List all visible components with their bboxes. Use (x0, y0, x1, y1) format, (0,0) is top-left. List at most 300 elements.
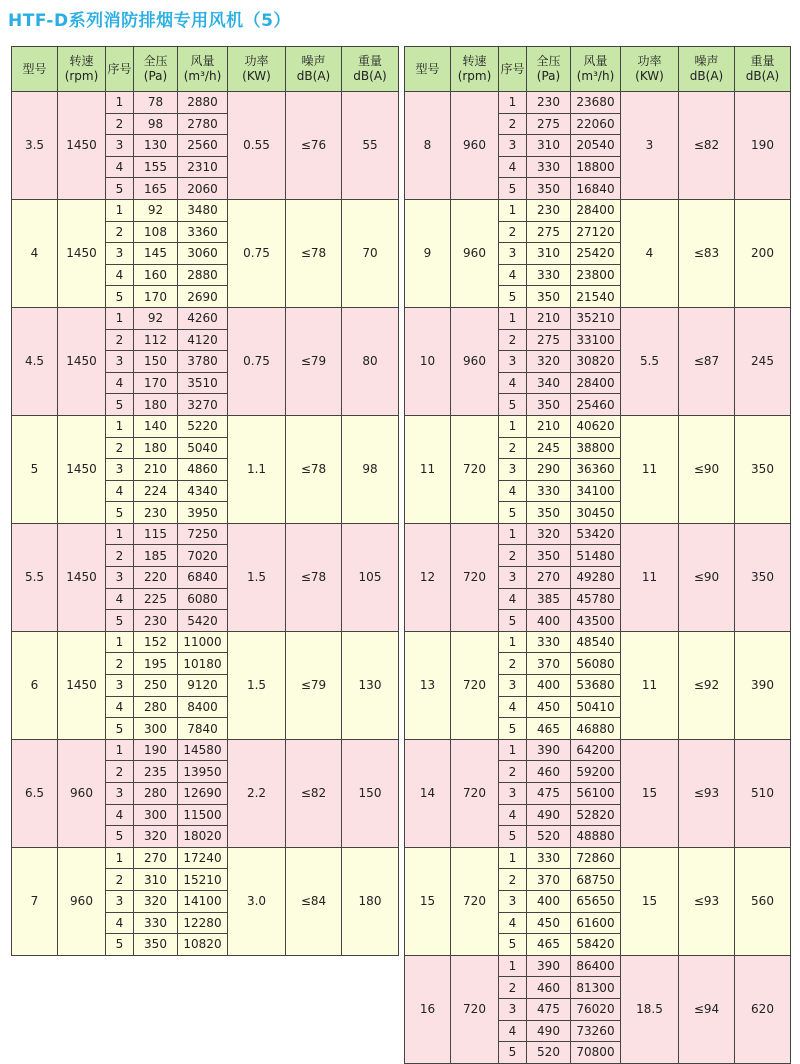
pressure-cell: 270 (134, 847, 178, 869)
seq-cell: 3 (499, 135, 527, 157)
model-cell: 16 (405, 955, 451, 1063)
power-cell: 5.5 (621, 307, 679, 415)
seq-cell: 2 (106, 545, 134, 567)
airflow-cell: 59200 (571, 761, 621, 783)
pressure-cell: 370 (527, 653, 571, 675)
column-header-line2: (m³/h) (576, 69, 615, 83)
airflow-cell: 23680 (571, 92, 621, 114)
noise-cell: ≤76 (286, 92, 342, 200)
pressure-cell: 290 (527, 459, 571, 481)
power-cell: 15 (621, 847, 679, 955)
airflow-cell: 28400 (571, 372, 621, 394)
pressure-cell: 450 (527, 696, 571, 718)
column-header-line2: (rpm) (64, 69, 99, 83)
column-header-line2: (m³/h) (183, 69, 222, 83)
table-row (405, 415, 791, 437)
seq-cell: 2 (499, 545, 527, 567)
speed-cell: 720 (451, 955, 499, 1063)
pressure-cell: 280 (134, 783, 178, 805)
pressure-cell: 235 (134, 761, 178, 783)
seq-cell: 1 (499, 92, 527, 114)
column-header-line1: 型号 (22, 61, 47, 76)
noise-cell: ≤78 (286, 523, 342, 631)
weight-cell: 130 (342, 631, 399, 739)
weight-cell: 350 (735, 415, 791, 523)
column-header-line1: 全压 (536, 54, 561, 68)
airflow-cell: 22060 (571, 113, 621, 135)
seq-cell: 1 (106, 92, 134, 114)
airflow-cell: 46880 (571, 718, 621, 740)
seq-cell: 1 (499, 847, 527, 869)
noise-cell: ≤79 (286, 631, 342, 739)
speed-cell: 960 (58, 847, 106, 955)
airflow-cell: 6080 (178, 588, 228, 610)
seq-cell: 1 (106, 415, 134, 437)
table-row (12, 847, 399, 869)
power-cell: 0.55 (228, 92, 286, 200)
seq-cell: 4 (499, 696, 527, 718)
airflow-cell: 5420 (178, 610, 228, 632)
seq-cell: 2 (106, 869, 134, 891)
airflow-cell: 7840 (178, 718, 228, 740)
column-header (106, 47, 134, 92)
pressure-cell: 310 (527, 243, 571, 265)
seq-cell: 4 (106, 588, 134, 610)
seq-cell: 2 (499, 437, 527, 459)
pressure-cell: 400 (527, 675, 571, 697)
table-row (405, 199, 791, 221)
airflow-cell: 10820 (178, 934, 228, 956)
table-row (12, 739, 399, 761)
power-cell: 4 (621, 199, 679, 307)
airflow-cell: 61600 (571, 912, 621, 934)
pressure-cell: 350 (527, 394, 571, 416)
seq-cell: 2 (499, 221, 527, 243)
model-cell: 13 (405, 631, 451, 739)
pressure-cell: 92 (134, 199, 178, 221)
power-cell: 15 (621, 739, 679, 847)
model-cell: 12 (405, 523, 451, 631)
pressure-cell: 350 (527, 545, 571, 567)
pressure-cell: 465 (527, 934, 571, 956)
column-header (735, 47, 791, 92)
pressure-cell: 92 (134, 307, 178, 329)
pressure-cell: 330 (527, 264, 571, 286)
column-header-line2: (KW) (635, 69, 664, 83)
model-cell: 6 (12, 631, 58, 739)
pressure-cell: 320 (134, 826, 178, 848)
table-row (405, 92, 791, 114)
column-header-line2: (KW) (242, 69, 271, 83)
pressure-cell: 230 (527, 92, 571, 114)
pressure-cell: 210 (527, 307, 571, 329)
seq-cell: 1 (499, 523, 527, 545)
airflow-cell: 23800 (571, 264, 621, 286)
seq-cell: 1 (499, 739, 527, 761)
weight-cell: 620 (735, 955, 791, 1063)
power-cell: 1.1 (228, 415, 286, 523)
pressure-cell: 180 (134, 394, 178, 416)
pressure-cell: 350 (134, 934, 178, 956)
pressure-cell: 270 (527, 567, 571, 589)
noise-cell: ≤78 (286, 415, 342, 523)
seq-cell: 5 (106, 178, 134, 200)
airflow-cell: 58420 (571, 934, 621, 956)
airflow-cell: 25460 (571, 394, 621, 416)
table-row (405, 847, 791, 869)
speed-cell: 720 (451, 847, 499, 955)
airflow-cell: 11500 (178, 804, 228, 826)
seq-cell: 4 (499, 156, 527, 178)
airflow-cell: 12280 (178, 912, 228, 934)
pressure-cell: 370 (527, 869, 571, 891)
seq-cell: 1 (106, 307, 134, 329)
column-header (621, 47, 679, 92)
airflow-cell: 36360 (571, 459, 621, 481)
pressure-cell: 275 (527, 113, 571, 135)
model-cell: 7 (12, 847, 58, 955)
airflow-cell: 5220 (178, 415, 228, 437)
airflow-cell: 18800 (571, 156, 621, 178)
seq-cell: 5 (106, 394, 134, 416)
airflow-cell: 5040 (178, 437, 228, 459)
seq-cell: 1 (499, 307, 527, 329)
speed-cell: 720 (451, 739, 499, 847)
pressure-cell: 195 (134, 653, 178, 675)
airflow-cell: 7250 (178, 523, 228, 545)
seq-cell: 3 (106, 567, 134, 589)
seq-cell: 4 (106, 696, 134, 718)
power-cell: 11 (621, 523, 679, 631)
pressure-cell: 400 (527, 610, 571, 632)
pressure-cell: 150 (134, 351, 178, 373)
pressure-cell: 340 (527, 372, 571, 394)
seq-cell: 5 (106, 718, 134, 740)
pressure-cell: 320 (134, 890, 178, 912)
seq-cell: 3 (106, 783, 134, 805)
weight-cell: 150 (342, 739, 399, 847)
airflow-cell: 56080 (571, 653, 621, 675)
seq-cell: 2 (106, 113, 134, 135)
seq-cell: 3 (499, 351, 527, 373)
airflow-cell: 13950 (178, 761, 228, 783)
seq-cell: 5 (499, 718, 527, 740)
weight-cell: 70 (342, 199, 399, 307)
speed-cell: 1450 (58, 631, 106, 739)
airflow-cell: 70800 (571, 1042, 621, 1064)
column-header-line2: dB(A) (689, 69, 724, 83)
airflow-cell: 21540 (571, 286, 621, 308)
weight-cell: 180 (342, 847, 399, 955)
noise-cell: ≤93 (679, 847, 735, 955)
power-cell: 0.75 (228, 199, 286, 307)
seq-cell: 5 (499, 934, 527, 956)
seq-cell: 5 (106, 934, 134, 956)
pressure-cell: 390 (527, 739, 571, 761)
pressure-cell: 330 (527, 847, 571, 869)
pressure-cell: 160 (134, 264, 178, 286)
seq-cell: 4 (499, 588, 527, 610)
airflow-cell: 48880 (571, 826, 621, 848)
seq-cell: 2 (106, 761, 134, 783)
pressure-cell: 300 (134, 718, 178, 740)
pressure-cell: 350 (527, 502, 571, 524)
seq-cell: 2 (106, 329, 134, 351)
airflow-cell: 20540 (571, 135, 621, 157)
airflow-cell: 2310 (178, 156, 228, 178)
seq-cell: 2 (499, 977, 527, 999)
airflow-cell: 34100 (571, 480, 621, 502)
noise-cell: ≤84 (286, 847, 342, 955)
model-cell: 10 (405, 307, 451, 415)
airflow-cell: 12690 (178, 783, 228, 805)
seq-cell: 5 (499, 502, 527, 524)
airflow-cell: 4860 (178, 459, 228, 481)
weight-cell: 350 (735, 523, 791, 631)
pressure-cell: 330 (134, 912, 178, 934)
airflow-cell: 27120 (571, 221, 621, 243)
table-row (405, 523, 791, 545)
noise-cell: ≤92 (679, 631, 735, 739)
model-cell: 8 (405, 92, 451, 200)
column-header (342, 47, 399, 92)
column-header (286, 47, 342, 92)
model-cell: 5.5 (12, 523, 58, 631)
airflow-cell: 53420 (571, 523, 621, 545)
seq-cell: 4 (499, 480, 527, 502)
airflow-cell: 28400 (571, 199, 621, 221)
power-cell: 1.5 (228, 631, 286, 739)
airflow-cell: 3270 (178, 394, 228, 416)
seq-cell: 5 (499, 394, 527, 416)
seq-cell: 1 (106, 523, 134, 545)
weight-cell: 510 (735, 739, 791, 847)
page-title: HTF-D系列消防排烟专用风机（5） (8, 11, 291, 31)
seq-cell: 3 (106, 890, 134, 912)
seq-cell: 2 (499, 761, 527, 783)
pressure-cell: 310 (527, 135, 571, 157)
seq-cell: 4 (499, 912, 527, 934)
airflow-cell: 86400 (571, 955, 621, 977)
noise-cell: ≤94 (679, 955, 735, 1063)
pressure-cell: 224 (134, 480, 178, 502)
pressure-cell: 300 (134, 804, 178, 826)
airflow-cell: 9120 (178, 675, 228, 697)
pressure-cell: 475 (527, 783, 571, 805)
seq-cell: 1 (106, 847, 134, 869)
column-header-line2: dB(A) (296, 69, 331, 83)
seq-cell: 5 (499, 286, 527, 308)
weight-cell: 80 (342, 307, 399, 415)
seq-cell: 4 (106, 156, 134, 178)
airflow-cell: 64200 (571, 739, 621, 761)
column-header (527, 47, 571, 92)
column-header (58, 47, 106, 92)
power-cell: 3.0 (228, 847, 286, 955)
column-header-line1: 功率 (637, 54, 662, 68)
column-header-line1: 风量 (190, 54, 215, 68)
seq-cell: 3 (106, 459, 134, 481)
seq-cell: 4 (499, 804, 527, 826)
seq-cell: 4 (106, 264, 134, 286)
pressure-cell: 385 (527, 588, 571, 610)
pressure-cell: 350 (527, 178, 571, 200)
pressure-cell: 250 (134, 675, 178, 697)
airflow-cell: 3360 (178, 221, 228, 243)
pressure-cell: 390 (527, 955, 571, 977)
noise-cell: ≤78 (286, 199, 342, 307)
airflow-cell: 2880 (178, 264, 228, 286)
airflow-cell: 56100 (571, 783, 621, 805)
seq-cell: 5 (106, 610, 134, 632)
airflow-cell: 43500 (571, 610, 621, 632)
pressure-cell: 400 (527, 890, 571, 912)
column-header (405, 47, 451, 92)
seq-cell: 4 (499, 1020, 527, 1042)
model-cell: 11 (405, 415, 451, 523)
pressure-cell: 210 (134, 459, 178, 481)
noise-cell: ≤90 (679, 523, 735, 631)
spec-table-left-body (12, 92, 399, 956)
speed-cell: 1450 (58, 523, 106, 631)
pressure-cell: 450 (527, 912, 571, 934)
column-header-line1: 功率 (244, 54, 269, 68)
airflow-cell: 14100 (178, 890, 228, 912)
airflow-cell: 72860 (571, 847, 621, 869)
spec-table-left-header (12, 47, 399, 92)
airflow-cell: 2690 (178, 286, 228, 308)
spec-table-right-header (405, 47, 791, 92)
column-header (178, 47, 228, 92)
column-header-line2: (rpm) (457, 69, 492, 83)
pressure-cell: 230 (527, 199, 571, 221)
seq-cell: 1 (106, 199, 134, 221)
pressure-cell: 225 (134, 588, 178, 610)
column-header (228, 47, 286, 92)
airflow-cell: 7020 (178, 545, 228, 567)
seq-cell: 2 (499, 329, 527, 351)
table-row (12, 307, 399, 329)
airflow-cell: 3950 (178, 502, 228, 524)
seq-cell: 5 (106, 826, 134, 848)
column-header-line1: 转速 (462, 54, 487, 68)
pressure-cell: 112 (134, 329, 178, 351)
seq-cell: 3 (499, 783, 527, 805)
pressure-cell: 350 (527, 286, 571, 308)
airflow-cell: 2880 (178, 92, 228, 114)
power-cell: 0.75 (228, 307, 286, 415)
seq-cell: 2 (499, 113, 527, 135)
column-header (134, 47, 178, 92)
pressure-cell: 275 (527, 221, 571, 243)
seq-cell: 3 (106, 135, 134, 157)
seq-cell: 2 (106, 221, 134, 243)
seq-cell: 1 (499, 631, 527, 653)
airflow-cell: 49280 (571, 567, 621, 589)
pressure-cell: 210 (527, 415, 571, 437)
seq-cell: 5 (499, 610, 527, 632)
pressure-cell: 145 (134, 243, 178, 265)
airflow-cell: 30450 (571, 502, 621, 524)
seq-cell: 4 (106, 372, 134, 394)
speed-cell: 1450 (58, 415, 106, 523)
airflow-cell: 30820 (571, 351, 621, 373)
speed-cell: 960 (451, 92, 499, 200)
column-header-line2: (Pa) (536, 69, 561, 83)
model-cell: 14 (405, 739, 451, 847)
pressure-cell: 320 (527, 523, 571, 545)
airflow-cell: 38800 (571, 437, 621, 459)
pressure-cell: 190 (134, 739, 178, 761)
seq-cell: 3 (106, 351, 134, 373)
speed-cell: 1450 (58, 92, 106, 200)
table-row (12, 523, 399, 545)
airflow-cell: 4260 (178, 307, 228, 329)
noise-cell: ≤82 (286, 739, 342, 847)
noise-cell: ≤87 (679, 307, 735, 415)
seq-cell: 3 (499, 459, 527, 481)
airflow-cell: 3480 (178, 199, 228, 221)
airflow-cell: 68750 (571, 869, 621, 891)
airflow-cell: 8400 (178, 696, 228, 718)
seq-cell: 1 (499, 955, 527, 977)
column-header-line1: 序号 (500, 61, 525, 76)
seq-cell: 4 (106, 480, 134, 502)
airflow-cell: 4340 (178, 480, 228, 502)
airflow-cell: 4120 (178, 329, 228, 351)
airflow-cell: 48540 (571, 631, 621, 653)
seq-cell: 5 (499, 826, 527, 848)
pressure-cell: 108 (134, 221, 178, 243)
seq-cell: 4 (499, 264, 527, 286)
column-header-line1: 噪声 (694, 54, 719, 68)
pressure-cell: 220 (134, 567, 178, 589)
pressure-cell: 130 (134, 135, 178, 157)
weight-cell: 98 (342, 415, 399, 523)
seq-cell: 5 (499, 1042, 527, 1064)
seq-cell: 4 (106, 804, 134, 826)
airflow-cell: 3780 (178, 351, 228, 373)
column-header (12, 47, 58, 92)
table-row (12, 631, 399, 653)
airflow-cell: 11000 (178, 631, 228, 653)
pressure-cell: 152 (134, 631, 178, 653)
pressure-cell: 460 (527, 761, 571, 783)
pressure-cell: 185 (134, 545, 178, 567)
pressure-cell: 475 (527, 998, 571, 1020)
seq-cell: 4 (499, 372, 527, 394)
header-row (12, 47, 399, 92)
pressure-cell: 98 (134, 113, 178, 135)
seq-cell: 3 (106, 675, 134, 697)
pressure-cell: 230 (134, 502, 178, 524)
column-header-line1: 噪声 (301, 54, 326, 68)
column-header-line2: (Pa) (143, 69, 168, 83)
seq-cell: 3 (499, 890, 527, 912)
airflow-cell: 18020 (178, 826, 228, 848)
weight-cell: 105 (342, 523, 399, 631)
airflow-cell: 17240 (178, 847, 228, 869)
seq-cell: 5 (106, 502, 134, 524)
pressure-cell: 180 (134, 437, 178, 459)
column-header-line1: 转速 (69, 54, 94, 68)
pressure-cell: 170 (134, 286, 178, 308)
airflow-cell: 6840 (178, 567, 228, 589)
table-row (12, 92, 399, 114)
pressure-cell: 490 (527, 804, 571, 826)
speed-cell: 1450 (58, 199, 106, 307)
power-cell: 3 (621, 92, 679, 200)
